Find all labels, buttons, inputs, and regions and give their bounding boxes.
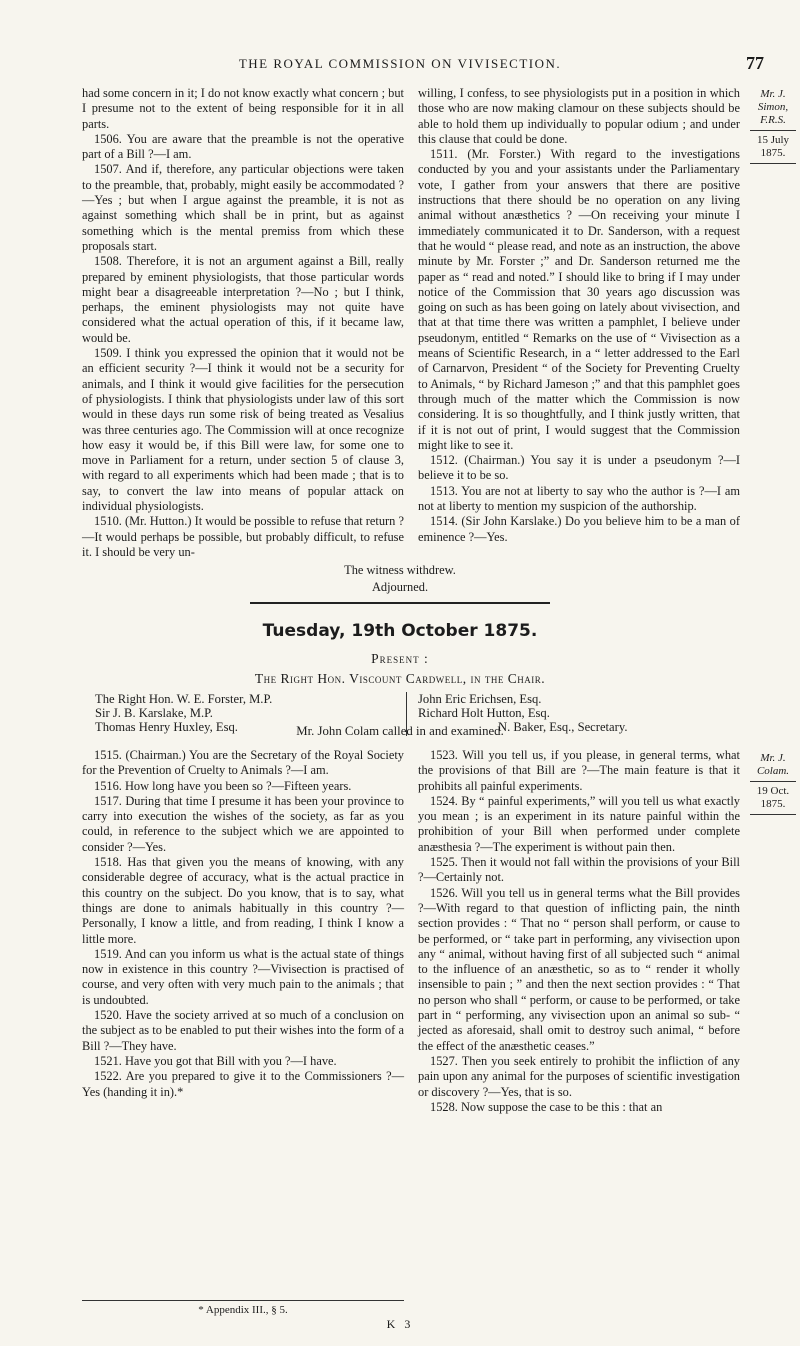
member: Thomas Henry Huxley, Esq. <box>95 720 238 735</box>
margin-rule <box>750 814 796 815</box>
paragraph: 1511. (Mr. Forster.) With regard to the investigations conducted by you and your assistants under the Parliamentary vote, I gather from your answers that there are positive instructions that there should be no operation on any living animal without anæsthetics ? —On receiving your minute I immediately communicated it to Dr. Sanderson, with a request that he would “ please read, and note as an instruction, the above minute by Mr. Forster ;” and Dr. Sanderson returned me the paper as “ read and noted.” I should like to bring if I may under notice of the Commission that 30 years ago discussion was going on such as has been going on lately about vivisection, and that at that time there was written a pamphlet, I believe under pseudonym, entitled “ Remarks on the use of “ Vivisection as a means of Scientific Research, in a “ letter addressed to the Earl of Carnarvon, President “ of the Society for Preventing Cruelty to Animals, “ by Richard Jameson ;” and that this pamphlet goes through much of the matter which the Commission is now considering. It is so thoughtfully, and I think justly written, that if it is not out of print, I would suggest that the Commission might like to see it. <box>418 147 740 452</box>
paragraph: 1515. (Chairman.) You are the Secretary of the Royal Society for the Prevention of Cruelty to Animals ?—I am. <box>82 748 404 778</box>
paragraph: 1527. Then you seek entirely to prohibit the infliction of any pain upon any animal for the purposes of scientific investigation or discovery ?—Yes, that is so. <box>418 1053 740 1099</box>
paragraph: 1520. Have the society arrived at so much of a conclusion on the subject as to be enabled to put their wishes into the form of a Bill ?—They have. <box>82 1008 404 1053</box>
member: N. Baker, Esq., Secretary. <box>498 720 628 735</box>
running-title: THE ROYAL COMMISSION ON VIVISECTION. <box>238 56 562 71</box>
paragraph: willing, I confess, to see physiologists put in a position in which those who are now making clamour on these subjects should be able to hold them up individually to popular odium ; and under this clause that could be done. <box>418 86 740 146</box>
paragraph: 1519. And can you inform us what is the actual state of things now in existence in this country ?—Vivisection is practised of course, and very often with very much pain to the animals ; that is undoubted. <box>82 946 404 1007</box>
column-1 <box>82 86 404 560</box>
paragraph: 1522. Are you prepared to give it to the Commissioners ?—Yes (handing it in).* <box>82 1069 404 1099</box>
section-divider <box>250 602 550 604</box>
column-3 <box>82 748 404 1100</box>
paragraph: 1514. (Sir John Karslake.) Do you believe him to be a man of eminence ?—Yes. <box>418 514 740 544</box>
margin-rule <box>750 130 796 131</box>
paragraph: 1528. Now suppose the case to be this : that an <box>430 1099 663 1114</box>
margin-witness-name: Mr. J. Colam. <box>756 752 790 777</box>
column-4 <box>418 748 740 1115</box>
adjourned: Adjourned. <box>371 580 429 594</box>
witness-called: Mr. John Colam called in and examined. <box>296 724 504 738</box>
paragraph: 1517. During that time I presume it has been your province to carry into execution the wishes of the society, as far as you could, in reference to the subject which we are appointed to consider ?—Yes. <box>82 793 404 854</box>
paragraph: 1512. (Chairman.) You say it is under a pseudonym ?—I believe it to be so. <box>418 453 740 483</box>
paragraph: 1509. I think you expressed the opinion that it would not be an efficient security ?—I think it would not be a security for animals, and I think it would give facilities for the persecution of physiologists. I think that physiologists under law of this sort would in these days run some risk of being treated as Vesalius was three centuries ago. The Commission will at once recognize how easy it would be, if this Bill were law, for some one to move in Parliament for a return, under section 5 of clause 3, with regard to all experiments which had been made ; that is to say, to convert the law into means of popular attack on individual physiologists. <box>82 346 404 514</box>
paragraph: 1508. Therefore, it is not an argument against a Bill, really prepared by eminent physiologists, that those particular words might bear a disagreeable interpretation ?—No ; but I think, perhaps, the eminent physiologists may not quite have considered what the actual operation of this, if it became law, would be. <box>82 254 404 345</box>
paragraph: 1518. Has that given you the means of knowing, with any considerable degree of accuracy, what is the actual practice in this country on the subject. Do you know, that is to say, what things are done to animals habitually in this country ?—Personally, I know a little, and from reading, I think I know a little more. <box>82 855 404 946</box>
footnote: * Appendix III., § 5. <box>198 1304 288 1316</box>
member: The Right Hon. W. E. Forster, M.P. <box>95 692 273 706</box>
margin-witness-title: F.R.S. <box>760 114 786 126</box>
paragraph: 1523. Will you tell us, if you please, in general terms, what the provisions of that Bill are ?—The main feature is that it prohibits all painful experiments. <box>418 748 740 793</box>
margin-witness-name: Mr. J. Simon, <box>757 88 789 113</box>
chair-line: The Right Hon. Viscount Cardwell, in the Chair. <box>254 671 546 686</box>
margin-rule <box>750 163 796 164</box>
margin-date: 19 Oct. 1875. <box>756 785 790 810</box>
member: Richard Holt Hutton, Esq. <box>418 706 550 721</box>
paragraph: 1507. And if, therefore, any particular objections were taken to the preamble, that, probably, might easily be accommodated ?—Yes ; but when I argue against the preamble, it is not as against something which shall be in print, but as against something which is the mental premiss from which these proposals start. <box>82 162 404 253</box>
margin-note-witness <box>746 88 800 167</box>
margin-note-witness-2 <box>746 752 800 818</box>
page-number: 77 <box>746 53 764 73</box>
paragraph: 1516. How long have you been so ?—Fifteen years. <box>94 778 352 793</box>
member: John Eric Erichsen, Esq. <box>418 692 542 706</box>
column-2 <box>418 86 740 545</box>
paragraph: 1510. (Mr. Hutton.) It would be possible to refuse that return ?—It would perhaps be possible, but probably difficult, to refuse it. I should be very un- <box>82 514 404 559</box>
member: Sir J. B. Karslake, M.P. <box>95 706 213 721</box>
footnote-rule <box>82 1300 404 1301</box>
paragraph: 1513. You are not at liberty to say who the author is ?—I am not at liberty to mention my suspicion of the authorship. <box>418 483 740 514</box>
paragraph: 1525. Then it would not fall within the provisions of your Bill ?—Certainly not. <box>418 855 740 885</box>
margin-date: 15 July 1875. <box>756 134 790 159</box>
session-date-heading: Tuesday, 19th October 1875. <box>262 621 538 641</box>
signature-mark: K 3 <box>386 1317 414 1331</box>
paragraph: had some concern in it; I do not know exactly what concern ; but I presume not to the extent of being responsible for it in all parts. <box>82 86 404 131</box>
present-label: Present : <box>371 651 429 666</box>
paragraph: 1506. You are aware that the preamble is not the operative part of a Bill ?—I am. <box>82 131 404 162</box>
paragraph: 1524. By “ painful experiments,” will you tell us what exactly you mean ; is an experiment in its nature painful within the prohibition of your Bill when performed under complete anæsthesia ?—The experiment is without pain then. <box>418 793 740 854</box>
paragraph: 1526. Will you tell us in general terms what the Bill provides ?—With regard to that question of inflicting pain, the ninth section provides : “ That no “ person shall perform, or cause to be performed, or “ take part in performing, any vivisection upon any “ animal, without having first of all subjected such “ animal to the influence of an anæsthetic, so as to “ render it wholly insensible to pain ; ” and then the next section provides : “ That no person who shall “ perform, or cause to be performed, or take part in “ performing, any vivisection upon an animal so sub- “ jected as aforesaid, shall omit to destroy such animal, “ before the effect of the anæsthetic ceases.” <box>418 885 740 1053</box>
margin-rule <box>750 781 796 782</box>
paragraph: 1521. Have you got that Bill with you ?—I have. <box>94 1053 337 1068</box>
witness-withdrew: The witness withdrew. <box>344 563 456 577</box>
